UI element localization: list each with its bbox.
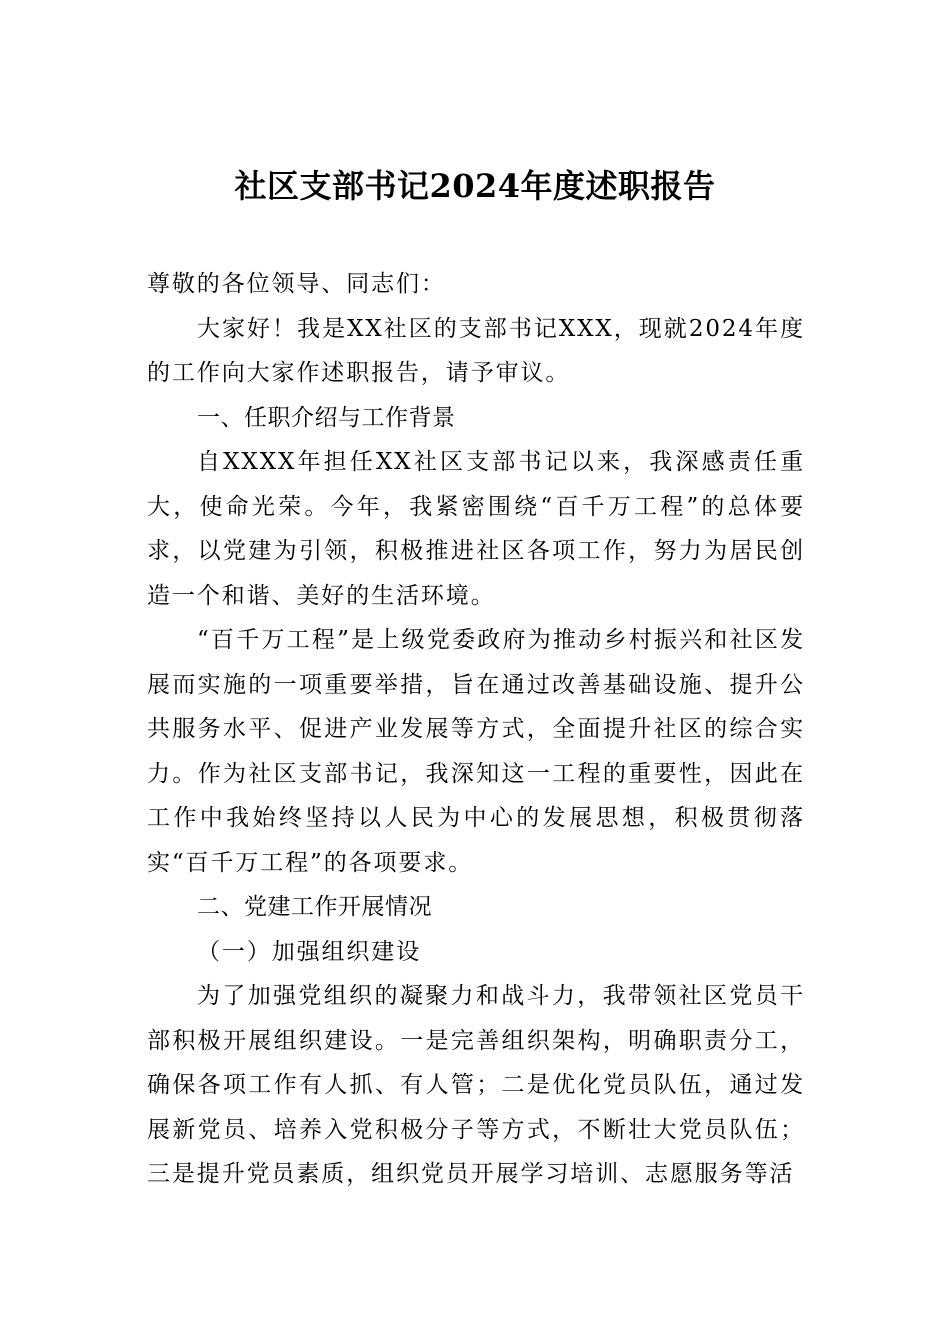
opening-paragraph: 大家好！我是XX社区的支部书记XXX，现就2024年度的工作向大家作述职报告，请予审议。 <box>147 315 805 386</box>
section-2-paragraph: 为了加强党组织的凝聚力和战斗力，我带领社区党员干部积极开展组织建设。一是完善组织架构，明确职责分工，确保各项工作有人抓、有人管；二是优化党员队伍，通过发展新党员、培养入党积极分子等方式，不断壮大党员队伍；三是提升党员素质，组织党员开展学习培训、志愿服务等活 <box>147 983 805 1187</box>
document-title: 社区支部书记2024年度述职报告 <box>234 167 716 205</box>
section-1-paragraph-2: “百千万工程”是上级党委政府为推动乡村振兴和社区发展而实施的一项重要举措，旨在通过改善基础设施、提升公共服务水平、促进产业发展等方式，全面提升社区的综合实力。作为社区支部书记，我深知这一工程的重要性，因此在工作中我始终坚持以人民为中心的发展思想，积极贯彻落实“百千万工程”的各项要求。 <box>147 627 805 876</box>
document-body <box>147 262 805 1197</box>
section-2-heading: 二、党建工作开展情况 <box>197 894 432 920</box>
section-1-paragraph-1: 自XXXX年担任XX社区支部书记以来，我深感责任重大，使命光荣。今年，我紧密围绕“百千万工程”的总体要求，以党建为引领，积极推进社区各项工作，努力为居民创造一个和谐、美好的生活环境。 <box>147 449 805 609</box>
salutation: 尊敬的各位领导、同志们： <box>147 271 446 297</box>
section-1-heading: 一、任职介绍与工作背景 <box>197 404 456 431</box>
section-2-subheading: （一）加强组织建设 <box>197 938 422 965</box>
